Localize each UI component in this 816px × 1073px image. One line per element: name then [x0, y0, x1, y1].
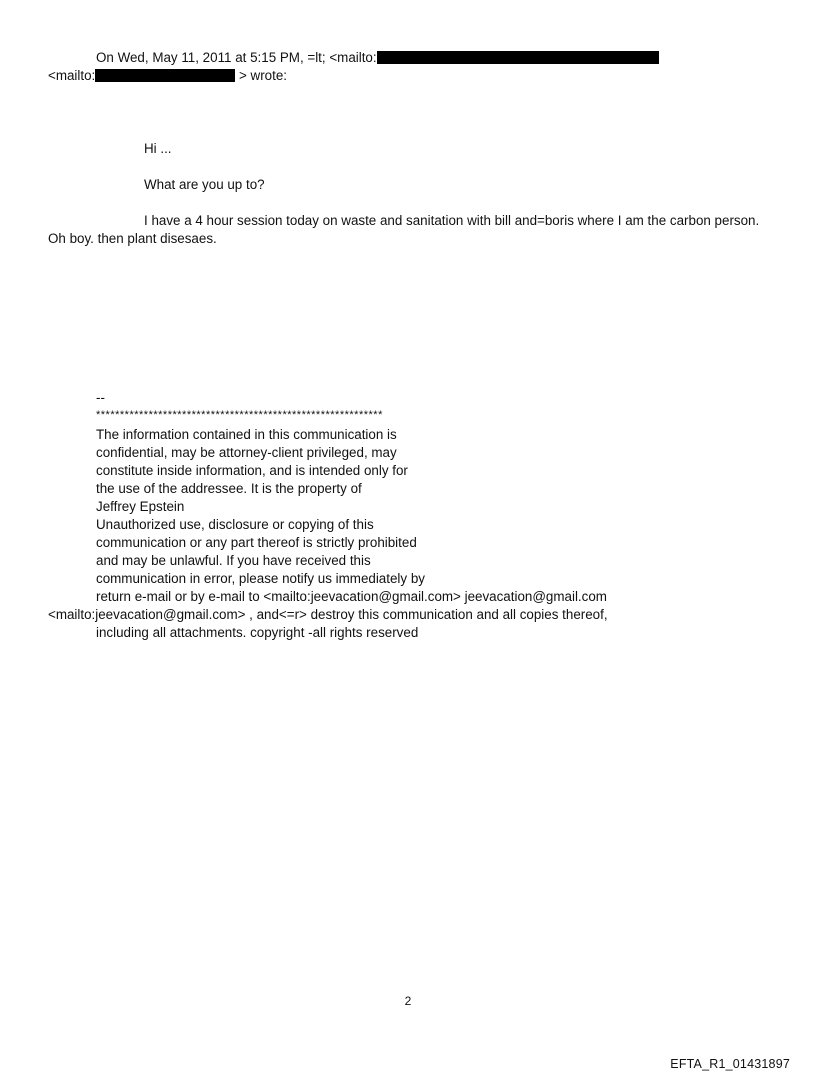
disclaimer-line: communication in error, please notify us immediately by: [96, 571, 425, 586]
bates-number: EFTA_R1_01431897: [670, 1057, 790, 1071]
redaction-box: [377, 51, 659, 64]
signature-stars: ************************************************************: [96, 409, 383, 421]
message-body-line-1: I have a 4 hour session today on waste and sanitation with bill and=boris where I am the carbon person.: [144, 213, 760, 228]
redaction-box: [95, 69, 235, 82]
reply-header-line-1: [96, 49, 659, 66]
message-question: What are you up to?: [144, 177, 265, 192]
wrote-suffix: > wrote:: [235, 68, 287, 83]
disclaimer-line: Jeffrey Epstein: [96, 499, 185, 514]
reply-header-line-2: [48, 67, 287, 84]
page-number: 2: [404, 994, 412, 1008]
mailto-prefix: <mailto:: [48, 68, 96, 83]
message-greeting: Hi ...: [144, 141, 172, 156]
reply-header-prefix: On Wed, May 11, 2011 at 5:15 PM, =lt; <mailto:: [96, 50, 377, 65]
disclaimer-line: including all attachments. copyright -all rights reserved: [96, 625, 419, 640]
disclaimer-line: and may be unlawful. If you have received this: [96, 553, 371, 568]
disclaimer-line: the use of the addressee. It is the property of: [96, 481, 362, 496]
disclaimer-line: communication or any part thereof is strictly prohibited: [96, 535, 417, 550]
signature-separator: --: [96, 390, 105, 405]
disclaimer-line: constitute inside information, and is intended only for: [96, 463, 408, 478]
disclaimer-line: <mailto:jeevacation@gmail.com> , and<=r> destroy this communication and all copies thereof,: [48, 607, 608, 622]
disclaimer-line: Unauthorized use, disclosure or copying of this: [96, 517, 374, 532]
disclaimer-line: The information contained in this communication is: [96, 427, 397, 442]
disclaimer-line: return e-mail or by e-mail to <mailto:jeevacation@gmail.com> jeevacation@gmail.com: [96, 589, 607, 604]
message-body-line-2: Oh boy. then plant disesaes.: [48, 231, 217, 246]
disclaimer-line: confidential, may be attorney-client privileged, may: [96, 445, 397, 460]
